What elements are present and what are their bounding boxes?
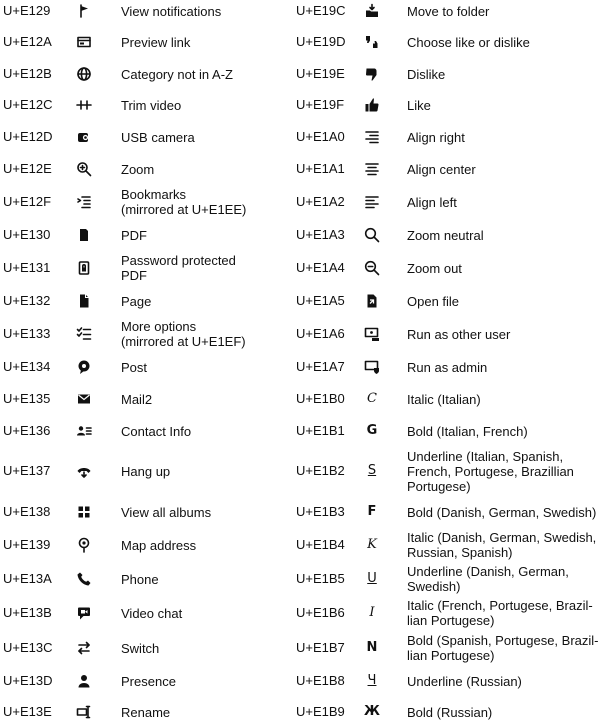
description: Bookmarks (mirrored at U+E1EE) — [121, 187, 247, 217]
code-point: U+E19C — [296, 3, 346, 18]
code-point: U+E12C — [3, 97, 53, 112]
code-point: U+E1B6 — [296, 605, 345, 620]
glyph-text: F — [367, 504, 377, 519]
description: Trim video — [121, 97, 182, 113]
italic-french-icon — [363, 604, 381, 622]
glyph-text: Ж — [364, 704, 380, 719]
description: Preview link — [121, 34, 191, 50]
run-as-admin-icon — [363, 358, 381, 376]
description: Underline (Russian) — [407, 673, 522, 689]
description: Zoom — [121, 161, 155, 177]
description: Italic (French, Portugese, Brazil- lian Portugese) — [407, 598, 593, 628]
phone-icon — [75, 570, 93, 588]
align-right-icon — [363, 128, 381, 146]
mail-icon — [75, 390, 93, 408]
bold-danish-icon — [363, 503, 381, 521]
flag-icon — [75, 2, 93, 20]
page-icon — [75, 292, 93, 310]
code-point: U+E1A6 — [296, 326, 345, 341]
code-point: U+E1A2 — [296, 194, 345, 209]
camera-icon — [75, 128, 93, 146]
description: Align right — [407, 129, 465, 145]
code-point: U+E12D — [3, 129, 53, 144]
italic-danish-icon — [363, 536, 381, 554]
code-point: U+E1B4 — [296, 537, 345, 552]
description: Switch — [121, 640, 160, 656]
code-point: U+E1B7 — [296, 640, 345, 655]
description: Category not in A-Z — [121, 66, 233, 82]
hang-up-icon — [75, 462, 93, 480]
glyph-text: S — [367, 463, 377, 478]
code-point: U+E1B9 — [296, 704, 345, 719]
description: Move to folder — [407, 3, 490, 19]
grid-icon — [75, 503, 93, 521]
open-file-icon — [363, 292, 381, 310]
description: Hang up — [121, 463, 171, 479]
code-point: U+E1B2 — [296, 463, 345, 478]
description: More options (mirrored at U+E1EF) — [121, 319, 246, 349]
description: View all albums — [121, 504, 212, 520]
bookmarks-icon — [75, 193, 93, 211]
pdf-icon — [75, 226, 93, 244]
zoom-out-icon — [363, 259, 381, 277]
glyph-text: C — [367, 391, 377, 406]
description: Like — [407, 97, 431, 113]
video-chat-icon — [75, 604, 93, 622]
code-point: U+E1B0 — [296, 391, 345, 406]
glyph-text: Ч — [367, 673, 377, 688]
code-point: U+E138 — [3, 504, 51, 519]
code-point: U+E13A — [3, 571, 52, 586]
glyph-text: K — [367, 537, 377, 552]
zoom-in-icon — [75, 160, 93, 178]
italic-italian-icon — [363, 390, 381, 408]
code-point: U+E13D — [3, 673, 53, 688]
glyph-text: U — [367, 571, 377, 586]
description: Password protected PDF — [121, 253, 236, 283]
description: Bold (Danish, German, Swedish) — [407, 504, 597, 520]
code-point: U+E19D — [296, 34, 346, 49]
underline-danish-icon — [363, 570, 381, 588]
description: Presence — [121, 673, 176, 689]
trim-icon — [75, 96, 93, 114]
description: Contact Info — [121, 423, 192, 439]
description: Underline (Italian, Spanish, French, Portugese, Brazillian Portugese) — [407, 448, 574, 494]
code-point: U+E1B5 — [296, 571, 345, 586]
description: View notifications — [121, 3, 222, 19]
code-point: U+E1A0 — [296, 129, 345, 144]
description: Bold (Russian) — [407, 704, 493, 720]
code-point: U+E139 — [3, 537, 51, 552]
description: Video chat — [121, 605, 183, 621]
code-point: U+E1B3 — [296, 504, 345, 519]
code-point: U+E19F — [296, 97, 345, 112]
code-point: U+E1B1 — [296, 423, 345, 438]
align-left-icon — [363, 193, 381, 211]
description: Open file — [407, 293, 460, 309]
code-point: U+E136 — [3, 423, 51, 438]
code-point: U+E12E — [3, 161, 52, 176]
zoom-neutral-icon — [363, 226, 381, 244]
description: Mail2 — [121, 391, 153, 407]
description: Choose like or dislike — [407, 34, 530, 50]
description: Rename — [121, 704, 171, 720]
code-point: U+E131 — [3, 260, 51, 275]
code-point: U+E13B — [3, 605, 52, 620]
description: Zoom out — [407, 260, 462, 276]
description: PDF — [121, 227, 147, 243]
run-as-other-user-icon — [363, 325, 381, 343]
code-point: U+E135 — [3, 391, 51, 406]
code-point: U+E1A3 — [296, 227, 345, 242]
glyph-text: G — [366, 423, 378, 438]
code-point: U+E137 — [3, 463, 51, 478]
code-point: U+E1A1 — [296, 161, 345, 176]
code-point: U+E1A4 — [296, 260, 345, 275]
code-point: U+E1A7 — [296, 359, 345, 374]
description: Italic (Italian) — [407, 391, 481, 407]
description: Underline (Danish, German, Swedish) — [407, 564, 569, 594]
glyph-text: I — [369, 605, 375, 620]
code-point: U+E19E — [296, 66, 345, 81]
code-point: U+E134 — [3, 359, 51, 374]
dislike-icon — [363, 65, 381, 83]
bold-russian-icon — [363, 703, 381, 721]
bold-spanish-icon — [363, 639, 381, 657]
code-point: U+E132 — [3, 293, 51, 308]
align-center-icon — [363, 160, 381, 178]
description: Post — [121, 359, 148, 375]
globe-icon — [75, 65, 93, 83]
contact-info-icon — [75, 422, 93, 440]
description: Run as other user — [407, 326, 511, 342]
description: Run as admin — [407, 359, 488, 375]
code-point: U+E12F — [3, 194, 52, 209]
description: Align center — [407, 161, 476, 177]
code-point: U+E12A — [3, 34, 52, 49]
code-point: U+E12B — [3, 66, 52, 81]
preview-link-icon — [75, 33, 93, 51]
description: Align left — [407, 194, 457, 210]
description: Page — [121, 293, 152, 309]
person-icon — [75, 672, 93, 690]
like-icon — [363, 96, 381, 114]
bold-italian-icon — [363, 422, 381, 440]
checklist-icon — [75, 325, 93, 343]
code-point: U+E133 — [3, 326, 51, 341]
description: Italic (Danish, German, Swedish, Russian, Spanish) — [407, 530, 597, 560]
description: Bold (Italian, French) — [407, 423, 528, 439]
underline-russian-icon — [363, 672, 381, 690]
code-point: U+E1A5 — [296, 293, 345, 308]
description: Bold (Spanish, Portugese, Brazil- lian Portugese) — [407, 633, 599, 663]
post-icon — [75, 358, 93, 376]
move-to-folder-icon — [363, 2, 381, 20]
code-point: U+E1B8 — [296, 673, 345, 688]
description: USB camera — [121, 129, 195, 145]
underline-italian-icon — [363, 462, 381, 480]
map-pin-icon — [75, 536, 93, 554]
code-point: U+E13E — [3, 704, 52, 719]
code-point: U+E130 — [3, 227, 51, 242]
code-point: U+E13C — [3, 640, 53, 655]
description: Phone — [121, 571, 159, 587]
description: Zoom neutral — [407, 227, 484, 243]
protected-pdf-icon — [75, 259, 93, 277]
code-point: U+E129 — [3, 3, 51, 18]
description: Map address — [121, 537, 197, 553]
rename-icon — [75, 703, 93, 721]
description: Dislike — [407, 66, 446, 82]
glyph-text: N — [366, 640, 378, 655]
switch-icon — [75, 639, 93, 657]
like-dislike-icon — [363, 33, 381, 51]
